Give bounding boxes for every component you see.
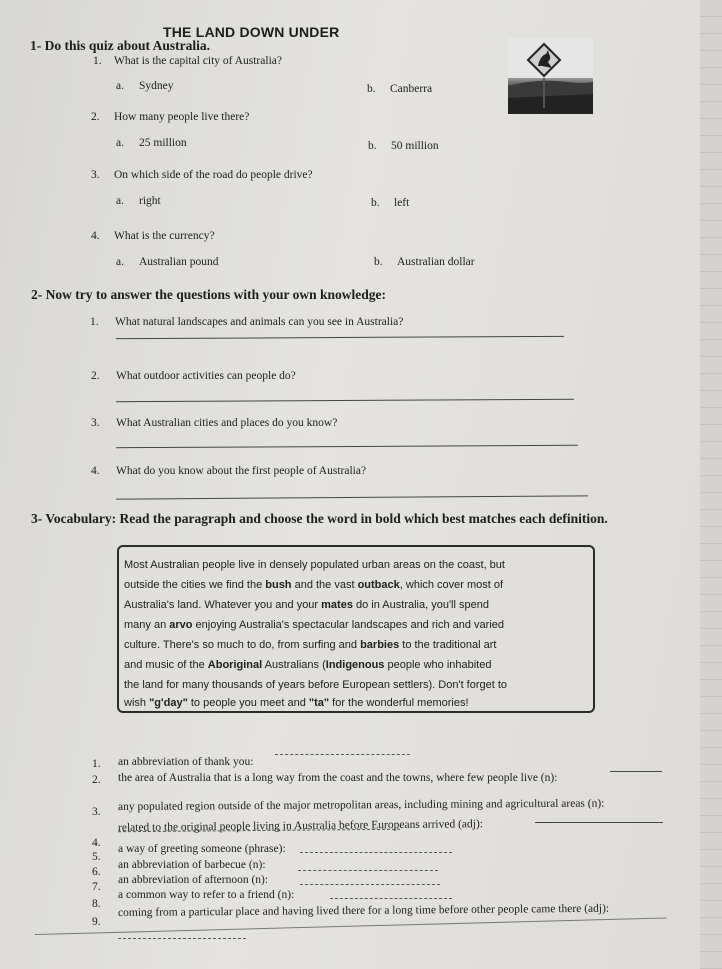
definition-number: 1. bbox=[92, 758, 101, 770]
paragraph-line: and music of the Aboriginal Australians (Indigenous people who inhabited bbox=[124, 659, 492, 671]
bold-word-barbies: barbies bbox=[360, 639, 400, 651]
answer-blank-6[interactable] bbox=[298, 870, 438, 871]
open-question-1: What natural landscapes and animals can you see in Australia? bbox=[115, 316, 404, 328]
definition-5: a way of greeting someone (phrase): bbox=[118, 843, 286, 855]
definition-3: any populated region outside of the major metropolitan areas, including mining and agricultural areas (n): bbox=[117, 797, 605, 813]
question-number: 2. bbox=[91, 370, 100, 382]
bold-word-arvo: arvo bbox=[169, 619, 193, 631]
option-a[interactable]: 25 million bbox=[139, 137, 187, 149]
answer-line-1[interactable] bbox=[116, 336, 564, 339]
bold-word-bush: bush bbox=[265, 579, 292, 591]
bold-word-mates: mates bbox=[321, 599, 353, 611]
answer-line-3[interactable] bbox=[116, 445, 578, 448]
open-question-4: What do you know about the first people of Australia? bbox=[116, 465, 367, 477]
option-b-label: b. bbox=[367, 83, 376, 95]
definition-number: 2. bbox=[92, 774, 101, 786]
option-b[interactable]: left bbox=[394, 197, 410, 209]
definition-number: 5. bbox=[92, 851, 101, 863]
option-a-label: a. bbox=[116, 80, 124, 92]
question-text: On which side of the road do people drive? bbox=[114, 169, 313, 181]
question-number: 4. bbox=[91, 230, 100, 242]
definition-1: an abbreviation of thank you: bbox=[118, 756, 254, 768]
bold-word-ta: "ta" bbox=[308, 697, 330, 709]
paragraph-line: many an arvo enjoying Australia's spectacular landscapes and rich and varied bbox=[124, 619, 505, 631]
definition-number: 7. bbox=[92, 881, 101, 893]
bold-word-gday: "g'day" bbox=[149, 697, 188, 709]
answer-line-2[interactable] bbox=[116, 399, 574, 402]
option-a[interactable]: right bbox=[139, 195, 161, 207]
option-a-label: a. bbox=[116, 195, 124, 207]
paragraph-line: outside the cities we find the bush and the vast outback, which cover most of bbox=[124, 579, 504, 591]
definition-number: 4. bbox=[92, 837, 101, 849]
paragraph-line: the land for many thousands of years before European settlers). Don't forget to bbox=[124, 679, 508, 691]
definition-6: an abbreviation of barbecue (n): bbox=[118, 859, 266, 871]
bottom-rule bbox=[35, 917, 667, 935]
worksheet-title: THE LAND DOWN UNDER bbox=[163, 24, 340, 40]
paragraph-line: wish "g'day" to people you meet and "ta" for the wonderful memories! bbox=[124, 697, 469, 709]
question-number: 3. bbox=[91, 417, 100, 429]
answer-line-4[interactable] bbox=[116, 495, 588, 499]
bold-word-aboriginal: Aboriginal bbox=[207, 659, 263, 671]
definition-2: the area of Australia that is a long way from the coast and the towns, where few people live (n): bbox=[118, 772, 558, 784]
answer-blank-2[interactable] bbox=[610, 771, 662, 772]
section-1-heading: 1- Do this quiz about Australia. bbox=[30, 38, 211, 53]
question-number: 2. bbox=[91, 111, 100, 123]
question-text: What is the capital city of Australia? bbox=[114, 55, 282, 67]
bold-word-indigenous: Indigenous bbox=[325, 659, 385, 671]
paragraph-line: Australia's land. Whatever you and your mates do in Australia, you'll spend bbox=[124, 599, 489, 611]
option-b-label: b. bbox=[374, 256, 383, 268]
definition-number: 8. bbox=[92, 898, 101, 910]
option-b[interactable]: Australian dollar bbox=[397, 256, 475, 268]
definition-number: 9. bbox=[92, 916, 101, 928]
answer-blank-9[interactable] bbox=[118, 938, 246, 939]
paragraph-line: Most Australian people live in densely populated urban areas on the coast, but bbox=[124, 559, 505, 571]
option-a-label: a. bbox=[116, 137, 124, 149]
question-text: What is the currency? bbox=[114, 230, 215, 242]
definition-4: related to the original people living in Australia before Europeans arrived (adj): bbox=[117, 818, 484, 834]
question-number: 1. bbox=[93, 55, 102, 67]
option-a[interactable]: Australian pound bbox=[139, 256, 219, 268]
option-b[interactable]: Canberra bbox=[390, 83, 433, 95]
answer-blank-1[interactable] bbox=[275, 754, 410, 755]
definition-number: 3. bbox=[92, 806, 101, 818]
definition-9: coming from a particular place and having lived there for a long time before other people came there (adj): bbox=[117, 902, 610, 919]
answer-blank-4[interactable] bbox=[535, 822, 663, 823]
bold-word-outback: outback bbox=[357, 579, 400, 591]
question-number: 3. bbox=[91, 169, 100, 181]
question-number: 1. bbox=[90, 316, 99, 328]
open-question-2: What outdoor activities can people do? bbox=[116, 370, 296, 382]
vocabulary-paragraph-box bbox=[117, 545, 595, 713]
question-text: How many people live there? bbox=[114, 111, 250, 123]
answer-blank-8[interactable] bbox=[330, 898, 452, 899]
answer-blank-7[interactable] bbox=[300, 884, 440, 885]
section-3-heading: 3- Vocabulary: Read the paragraph and choose the word in bold which best matches each definition. bbox=[31, 511, 608, 526]
definition-8: a common way to refer to a friend (n): bbox=[118, 889, 295, 901]
kangaroo-sign-photo bbox=[508, 38, 593, 114]
option-b-label: b. bbox=[371, 197, 380, 209]
definition-7: an abbreviation of afternoon (n): bbox=[118, 874, 269, 886]
notebook-edge bbox=[700, 0, 722, 969]
option-a-label: a. bbox=[116, 256, 124, 268]
answer-blank-5[interactable] bbox=[300, 852, 452, 853]
option-b-label: b. bbox=[368, 140, 377, 152]
option-a[interactable]: Sydney bbox=[139, 80, 174, 92]
paragraph-line: culture. There's so much to do, from surfing and barbies to the traditional art bbox=[124, 639, 497, 651]
definition-number: 6. bbox=[92, 866, 101, 878]
section-2-heading: 2- Now try to answer the questions with your own knowledge: bbox=[31, 287, 387, 302]
option-b[interactable]: 50 million bbox=[391, 140, 439, 152]
kangaroo-sign-icon bbox=[508, 38, 593, 114]
open-question-3: What Australian cities and places do you know? bbox=[116, 417, 338, 429]
question-number: 4. bbox=[91, 465, 100, 477]
